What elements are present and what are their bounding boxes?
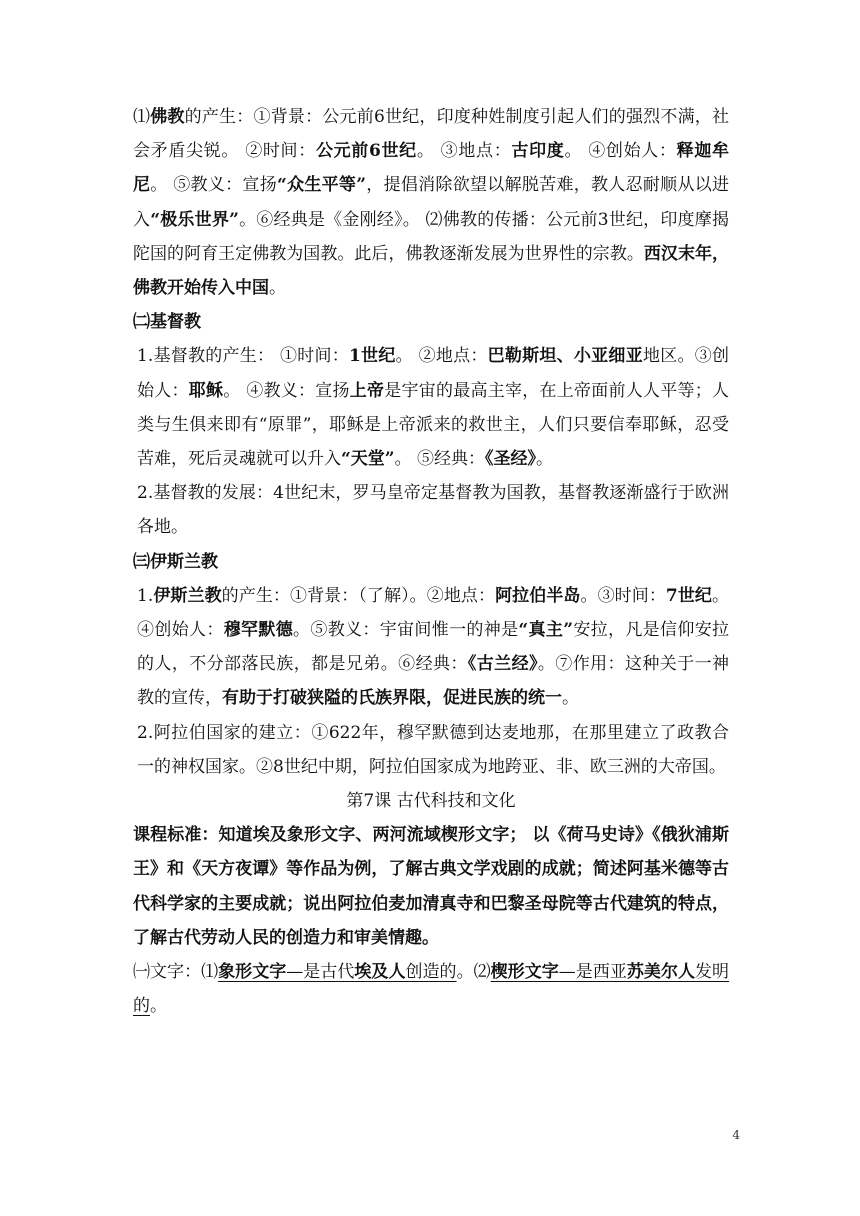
text-run: 。⑥经典是《金刚经》。 ⑵佛教的传播：公元前3世纪，印度摩揭陀国的阿育王定佛教为国教。此后，佛教逐渐发展为世界性的宗教。 (133, 209, 730, 264)
text-run: 7世纪 (665, 585, 713, 606)
text-run: 。 ④教义：宣扬 (223, 380, 350, 401)
text-run: 。⑤教义：宇宙间惟一的神是 (293, 620, 519, 641)
writing-paragraph (133, 955, 729, 1023)
page-number: 4 (732, 1128, 740, 1142)
text-run: 《圣经》 (484, 449, 536, 470)
text-run: 。 ④创始人： (564, 141, 677, 162)
document-body (133, 100, 729, 1023)
text-run: 《古兰经》 (467, 654, 538, 675)
text-run: 有助于打破狭隘的氏族界限，促进民族的统一 (222, 688, 562, 709)
curriculum-standard-paragraph (133, 818, 729, 955)
text-run: 。 ③地点： (416, 141, 512, 162)
text-run: 。 ⑤经典： (394, 449, 485, 470)
text-run: ㈠文字：⑴ (133, 962, 219, 983)
text-run: 。 ⑤教义：宣扬 (150, 175, 277, 196)
text-run: 楔形文字 (490, 962, 559, 983)
text-run: 巴勒斯坦、小亚细亚 (487, 346, 643, 367)
text-run: 。 ②地点： (395, 346, 488, 367)
buddhism-paragraph (133, 100, 729, 305)
text-run: 象形文字 (218, 962, 287, 983)
text-run: 释迦牟尼 (133, 141, 730, 196)
text-run: 耶稣 (188, 380, 224, 401)
text-run: 。 (535, 449, 553, 470)
christianity-development-paragraph (133, 476, 729, 544)
text-run: 2.基督教的发展：4世纪末，罗马皇帝定基督教为国教，基督教逐渐盛行于欧洲各地。 (137, 483, 729, 538)
text-run: 1.基督教的产生： ①时间： (137, 346, 350, 367)
text-run: 。 (562, 688, 579, 709)
text-run: 苏美尔人 (626, 962, 696, 983)
text-run: 是宇宙的最高主宰，在上帝面前人人平等；人类与生俱来即有“原罪”，耶稣是上帝派来的救世主，人们只要信奉耶稣，忍受苦难，死后灵魂就可以升入 (137, 380, 730, 470)
text-run: “众生平等” (277, 175, 366, 196)
text-run: 1. (137, 585, 154, 606)
text-run: 。⑵ (456, 962, 491, 983)
arab-state-paragraph (133, 716, 729, 784)
text-run: 。④创始人： (137, 585, 730, 641)
text-run: 1世纪 (349, 346, 396, 367)
text-run: 。 (150, 996, 167, 1017)
text-run: 穆罕默德 (223, 620, 294, 641)
text-run: 上帝 (349, 380, 385, 401)
text-run: 阿拉伯半岛 (495, 585, 581, 606)
christianity-heading: ㈡基督教 (133, 312, 201, 333)
text-run: 。⑦作用：这种关于一神教的宣传， (137, 654, 730, 709)
text-run: 。③时间： (580, 585, 666, 606)
text-run: 2.阿拉伯国家的建立：①622年，穆罕默德到达麦地那，在那里建立了政教合一的神权国家。②8世纪中期，阿拉伯国家成为地跨亚、非、欧三洲的大帝国。 (137, 722, 729, 777)
text-run: 西汉末年，佛教开始传入中国 (133, 243, 730, 299)
text-run: 安拉，凡是信仰安拉的人，不分部落民族，都是兄弟。⑥经典： (137, 620, 730, 675)
text-run: 伊斯兰教 (153, 585, 222, 606)
islam-heading: ㈢伊斯兰教 (133, 551, 218, 572)
text-run: —是古代 (286, 962, 355, 983)
text-run: 地区。③创始人： (137, 346, 730, 401)
islam-origin-paragraph (133, 579, 729, 716)
text-run: 的产生：①背景：（了解）。②地点： (221, 585, 496, 606)
text-run: 古印度 (511, 141, 565, 162)
text-run: 公元前6世纪 (315, 141, 417, 162)
text-run: 的产生：①背景：公元前6世纪，印度种姓制度引起人们的强烈不满，社会矛盾尖锐。 ②时间： (133, 107, 729, 162)
text-run: ，提倡消除欲望以解脱苦难，教人忍耐顺从以进入 (133, 175, 730, 230)
text-run: “真主” (518, 620, 573, 641)
christianity-origin-paragraph (133, 339, 729, 476)
text-run: 埃及人 (354, 962, 406, 983)
text-run: 。 (269, 278, 286, 299)
text-run: ⑴ (133, 107, 151, 127)
text-run: “天堂” (341, 449, 395, 470)
lesson-title: 第7课 古代科技和文化 (346, 791, 516, 812)
text-run: 发明的 (133, 962, 730, 1017)
text-run: 课程标准：知道埃及象形文字、两河流域楔形文字； 以《荷马史诗》《俄狄浦斯王》和《天方夜谭》等作品为例，了解古典文学戏剧的成就；简述阿基米德等古代科学家的主要成就；说出阿拉伯麦加清真寺和巴黎圣母院等古代建筑的特点，了解古代劳动人民的创造力和审美情趣。 (133, 825, 729, 948)
text-run: 佛教 (150, 107, 185, 127)
text-run: —是西亚 (558, 962, 627, 983)
text-run: 创造的 (405, 962, 457, 983)
text-run: “极乐世界” (150, 209, 239, 230)
